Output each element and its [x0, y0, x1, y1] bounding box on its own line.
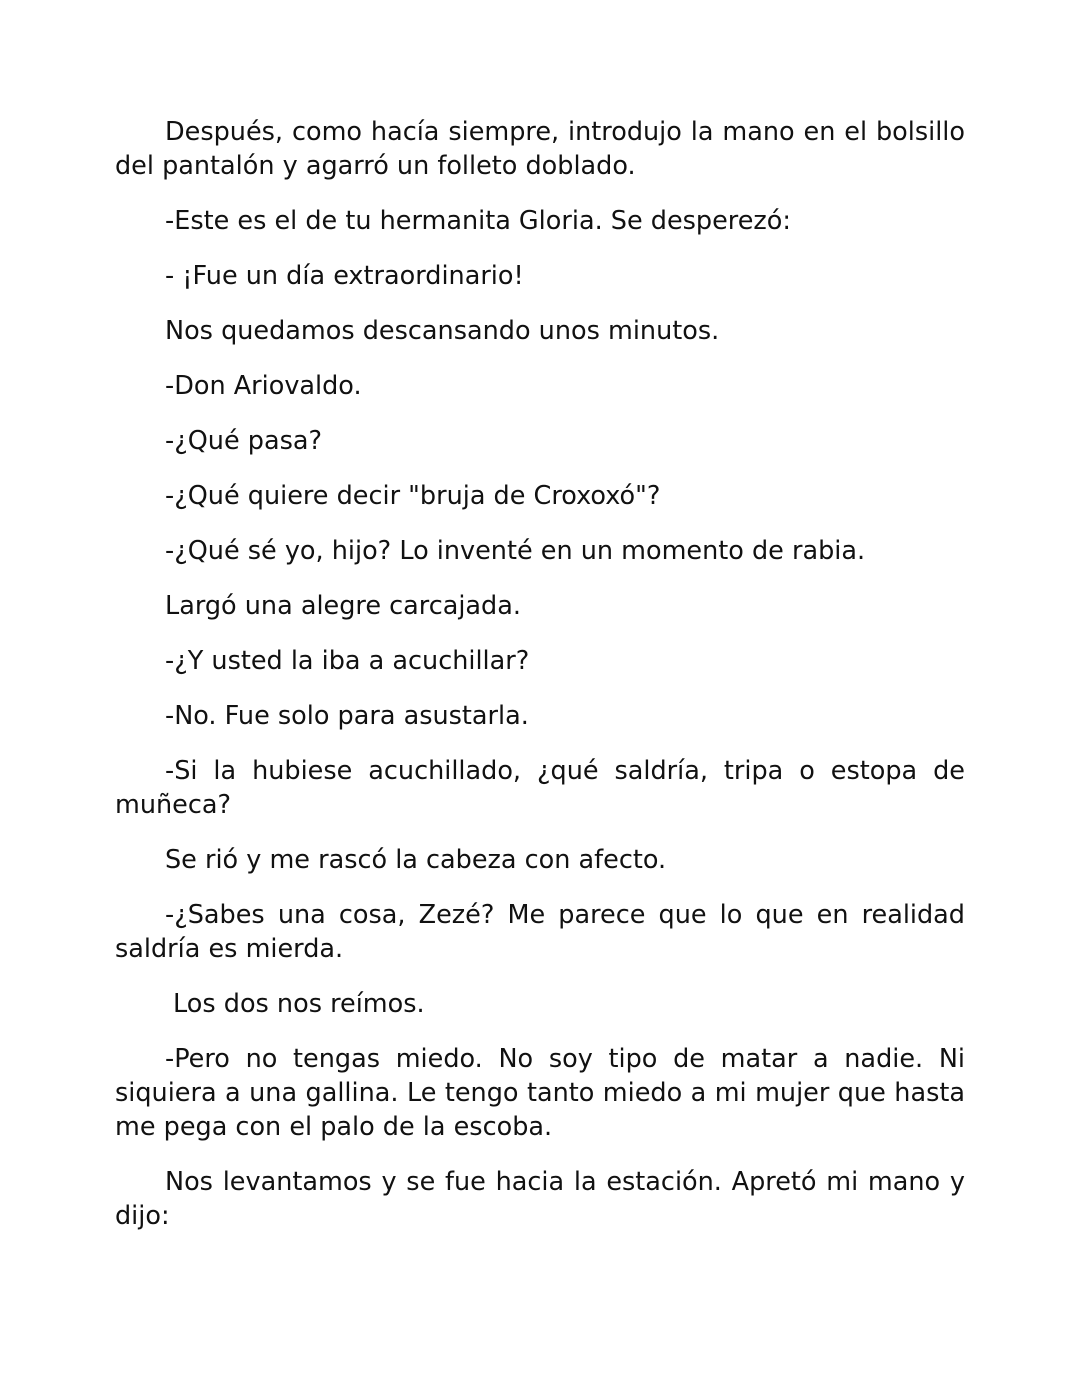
paragraph: -No. Fue solo para asustarla. [165, 701, 529, 731]
paragraph: -¿Qué quiere decir "bruja de Croxoxó"? [165, 481, 661, 511]
paragraph: -¿Y usted la iba a acuchillar? [165, 646, 530, 676]
paragraph: -Pero no tengas miedo. No soy tipo de matar a nadie. Ni siquiera a una gallina. Le tengo tanto miedo a mi mujer que hasta me pega con el palo de la escoba. [115, 1044, 965, 1142]
paragraph: -¿Sabes una cosa, Zezé? Me parece que lo que en realidad saldría es mierda. [115, 900, 965, 964]
paragraph: Largó una alegre carcajada. [165, 591, 521, 621]
paragraph: Nos quedamos descansando unos minutos. [165, 316, 720, 346]
paragraph: -Si la hubiese acuchillado, ¿qué saldría, tripa o estopa de muñeca? [115, 756, 965, 820]
paragraph: Después, como hacía siempre, introdujo la mano en el bolsillo del pantalón y agarró un folleto doblado. [115, 117, 965, 181]
paragraph: -Don Ariovaldo. [165, 371, 362, 401]
document-page [115, 115, 965, 1254]
paragraph: - ¡Fue un día extraordinario! [165, 261, 524, 291]
paragraph: -¿Qué sé yo, hijo? Lo inventé en un momento de rabia. [165, 536, 866, 566]
paragraph: Nos levantamos y se fue hacia la estación. Apretó mi mano y dijo: [115, 1167, 965, 1231]
paragraph: -Este es el de tu hermanita Gloria. Se desperezó: [165, 206, 791, 236]
paragraph: Los dos nos reímos. [173, 989, 425, 1019]
paragraph: -¿Qué pasa? [165, 426, 323, 456]
paragraph: Se rió y me rascó la cabeza con afecto. [165, 845, 667, 875]
